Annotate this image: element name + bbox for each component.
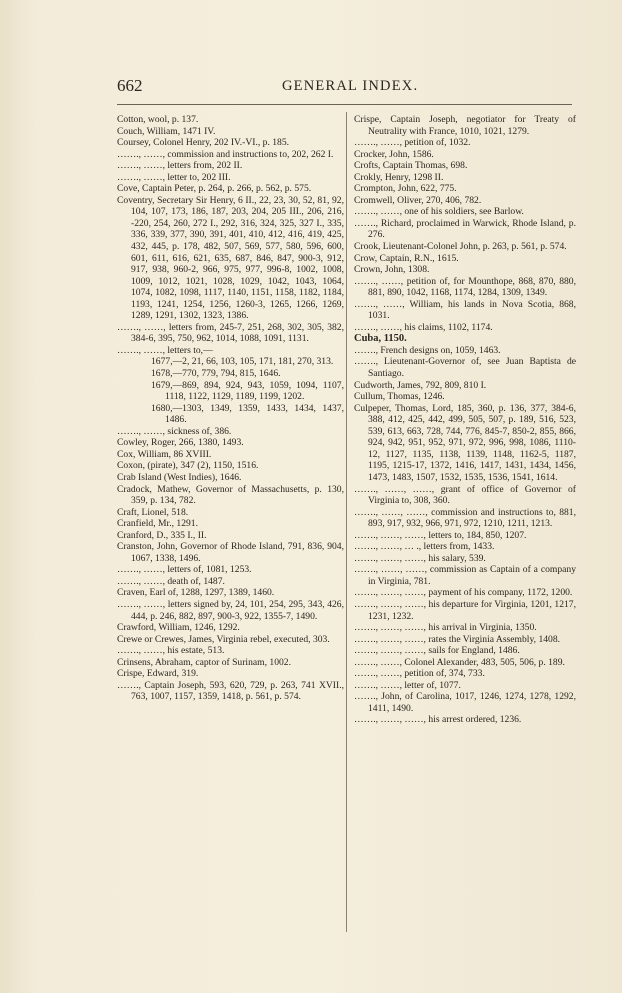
index-entry: Cranfield, Mr., 1291. bbox=[117, 518, 199, 530]
index-entry: Crab Island (West Indies), 1646. bbox=[117, 471, 242, 483]
index-entry: 1678,—770, 779, 794, 815, 1646. bbox=[151, 368, 281, 380]
index-entry: Cove, Captain Peter, p. 264, p. 266, p. 562, p. 575. bbox=[117, 183, 312, 195]
index-entry: ……., ……, ……, his arrival in Virginia, 1350. bbox=[354, 622, 537, 634]
index-entry: Couch, William, 1471 IV. bbox=[117, 125, 216, 137]
index-entry: Coursey, Colonel Henry, 202 IV.-VI., p. 185. bbox=[117, 137, 290, 149]
running-title: GENERAL INDEX. bbox=[282, 78, 419, 94]
index-entry: Cox, William, 86 XVIII. bbox=[117, 448, 212, 460]
index-entry: Craft, Lionel, 518. bbox=[117, 506, 189, 518]
index-entry: Cullum, Thomas, 1246. bbox=[354, 391, 445, 403]
index-entry: Crook, Lieutenant-Colonel John, p. 263, p. 561, p. 574. bbox=[354, 241, 567, 253]
index-entry: ……., ……, letter of, 1077. bbox=[354, 679, 461, 691]
index-entry: ……., ……, his claims, 1102, 1174. bbox=[354, 321, 493, 333]
index-entry: ……., French designs on, 1059, 1463. bbox=[354, 344, 501, 356]
index-entry: Cranston, John, Governor of Rhode Island, 791, 836, 904, 1067, 1338, 1496. bbox=[117, 541, 344, 564]
index-entry: ……., ……, Colonel Alexander, 483, 505, 506, p. 189. bbox=[354, 656, 565, 668]
index-entry: Coxon, (pirate), 347 (2), 1150, 1516. bbox=[117, 460, 259, 472]
index-entry: 1680,—1303, 1349, 1359, 1433, 1434, 1437, 1486. bbox=[151, 402, 344, 426]
index-entry: ……., ……, ……, payment of his company, 1172, 1200. bbox=[354, 587, 573, 599]
index-entry: ……., Captain Joseph, 593, 620, 729, p. 263, 741 XVII., 763, 1007, 1157, 1359, 1418, p. 561, p. 574. bbox=[117, 679, 344, 703]
index-entry: Crocker, John, 1586. bbox=[354, 148, 434, 160]
index-entry: Crewe or Crewes, James, Virginia rebel, executed, 303. bbox=[117, 633, 330, 645]
index-entry: ……., ……, ……, his arrest ordered, 1236. bbox=[354, 714, 522, 726]
index-entry: Crawford, William, 1246, 1292. bbox=[117, 622, 240, 634]
index-entry: Cranford, D., 335 I., II. bbox=[117, 529, 207, 541]
index-entry: ……., ……, ……, grant of office of Governor of Virginia to, 308, 360. bbox=[354, 483, 576, 507]
index-entry: ……., ……, commission and instructions to, 202, 262 I. bbox=[117, 148, 334, 160]
index-entry: ……., Richard, proclaimed in Warwick, Rhode Island, p. 276. bbox=[354, 217, 576, 241]
index-entry: ……., ……, letters of, 1081, 1253. bbox=[117, 564, 252, 576]
index-entry: Crown, John, 1308. bbox=[354, 264, 430, 276]
index-entry: Culpeper, Thomas, Lord, 185, 360, p. 136, 377, 384-6, 388, 412, 425, 442, 499, 505, 507, p. 189, 516, 523, 539, 613, 663, 728, 744, 776, 845-7, 850-2, 855, 866, 924, 942, 951, 952, 971, 972, 996, 998, 1086, 1110-12, 1127, 1135, 1138, 1139, 1148, 1162-5, 1187, 1195, 1215-17, 1372, 1416, 1417, 1431, 1434, 1456, 1473, 1483, 1507, 1532, 1535, 1536, 1541, 1614. bbox=[354, 402, 576, 483]
index-entry: Crokly, Henry, 1298 II. bbox=[354, 171, 444, 183]
index-entry: 1677,—2, 21, 66, 103, 105, 171, 181, 270, 313. bbox=[151, 356, 334, 368]
left-index-column bbox=[117, 114, 344, 703]
index-entry: Crompton, John, 622, 775. bbox=[354, 183, 457, 195]
index-entry: Craven, Earl of, 1288, 1297, 1389, 1460. bbox=[117, 587, 275, 599]
index-entry: Crofts, Captain Thomas, 698. bbox=[354, 160, 468, 172]
index-entry: Coventry, Secretary Sir Henry, 6 II., 22, 23, 30, 52, 81, 92, 104, 107, 173, 186, 187, 203, 204, 205 III., 206, 216, -220, 254, 260, 272 I., 292, 316, 324, 325, 327 I., 335, 336, 339, 377, 390, 391, 401, 410, 412, 416, 419, 425, 432, 445, p. 178, 482, 507, 569, 577, 580, 596, 600, 601, 611, 616, 621, 635, 687, 846, 847, 900-3, 912, 917, 938, 960-2, 966, 975, 977, 996-8, 1002, 1008, 1009, 1012, 1021, 1028, 1029, 1042, 1043, 1064, 1074, 1082, 1098, 1117, 1140, 1151, 1158, 1182, 1184, 1193, 1241, 1254, 1256, 1260-3, 1265, 1266, 1269, 1289, 1291, 1302, 1323, 1386. bbox=[117, 194, 344, 322]
index-entry: ……., Lieutenant-Governor of, see Juan Baptista de Santiago. bbox=[354, 356, 576, 380]
index-entry: Crow, Captain, R.N., 1615. bbox=[354, 252, 459, 264]
index-entry: ……., ……, letters signed by, 24, 101, 254, 295, 343, 426, 444, p. 246, 882, 897, 900-3, 922, 1355-7, 1490. bbox=[117, 598, 344, 622]
index-entry: Cudworth, James, 792, 809, 810 I. bbox=[354, 379, 487, 391]
column-divider bbox=[346, 112, 347, 932]
index-entry: ……., ……, death of, 1487. bbox=[117, 575, 225, 587]
index-entry: Cotton, wool, p. 137. bbox=[117, 114, 199, 125]
index-entry: ……., ……, ……, his salary, 539. bbox=[354, 552, 486, 564]
index-entry: Cromwell, Oliver, 270, 406, 782. bbox=[354, 194, 482, 206]
index-entry: ……., ……, his estate, 513. bbox=[117, 645, 225, 657]
index-entry: Cowley, Roger, 266, 1380, 1493. bbox=[117, 437, 244, 449]
index-entry: ……., ……, letters from, 245-7, 251, 268, 302, 305, 382, 384-6, 395, 750, 962, 1014, 1088, 1091, 1131. bbox=[117, 321, 344, 345]
index-entry: ……., ……, petition of, 374, 733. bbox=[354, 668, 485, 680]
index-entry: ……., ……, ……, his departure for Virginia, 1201, 1217, 1231, 1232. bbox=[354, 598, 576, 622]
index-entry: Cradock, Mathew, Governor of Massachusetts, p. 130, 359, p. 134, 782. bbox=[117, 483, 344, 507]
index-entry: ……., ……, ……, commission and instructions to, 881, 893, 917, 932, 966, 971, 972, 1210, 1211, 1213. bbox=[354, 506, 576, 530]
index-entry: 1679,—869, 894, 924, 943, 1059, 1094, 1107, 1118, 1122, 1129, 1189, 1199, 1202. bbox=[151, 379, 344, 403]
index-entry: Crinsens, Abraham, captor of Surinam, 1002. bbox=[117, 656, 291, 668]
index-entry: ……., ……, sickness of, 386. bbox=[117, 425, 232, 437]
index-entry: ……., ……, ……, letters to, 184, 850, 1207. bbox=[354, 529, 527, 541]
page-header bbox=[117, 76, 573, 98]
index-entry: ……., John, of Carolina, 1017, 1246, 1274, 1278, 1292, 1411, 1490. bbox=[354, 691, 576, 714]
index-entry: Crispe, Captain Joseph, negotiator for Treaty of Neutrality with France, 1010, 1021, 1279. bbox=[354, 114, 576, 137]
index-entry: ……., ……, William, his lands in Nova Scotia, 868, 1031. bbox=[354, 298, 576, 322]
index-entry: ……., ……, ……, rates the Virginia Assembly, 1408. bbox=[354, 633, 561, 645]
index-entry: ……., ……, letters from, 202 II. bbox=[117, 160, 243, 172]
index-entry: ……., ……, … ., letters from, 1433. bbox=[354, 541, 495, 553]
index-entry: Cuba, 1150. bbox=[354, 333, 407, 345]
index-entry: ……., ……, petition of, for Mounthope, 868, 870, 880, 881, 890, 1042, 1168, 1174, 1284, 1309, 1349. bbox=[354, 275, 576, 299]
right-index-column bbox=[354, 114, 576, 726]
page-number: 662 bbox=[117, 76, 143, 95]
index-entry: ……., ……, one of his soldiers, see Barlow. bbox=[354, 206, 524, 218]
index-entry: ……., ……, letter to, 202 III. bbox=[117, 171, 231, 183]
index-entry: ……., ……, ……, sails for England, 1486. bbox=[354, 645, 520, 657]
header-rule bbox=[117, 104, 572, 105]
index-entry: ……., ……, petition of, 1032. bbox=[354, 137, 471, 149]
index-entry: ……., ……, letters to,— bbox=[117, 344, 213, 356]
index-entry: ……., ……, ……, commission as Captain of a company in Virginia, 781. bbox=[354, 564, 576, 587]
index-entry: Crispe, Edward, 319. bbox=[117, 668, 199, 680]
